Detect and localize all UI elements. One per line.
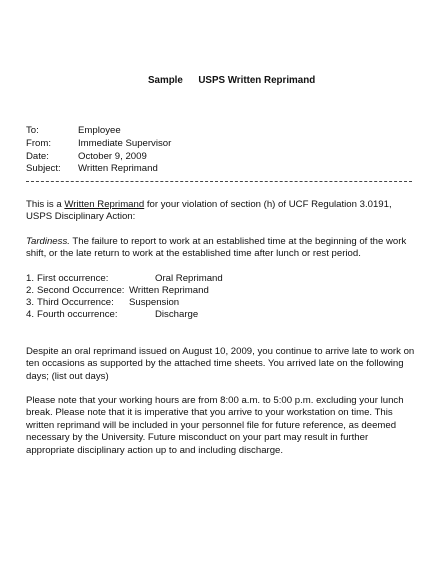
- intro-pre: This is a: [26, 199, 65, 210]
- occurrence-action: Oral Reprimand: [155, 273, 223, 284]
- to-value: Employee: [78, 125, 121, 136]
- title-main: USPS Written Reprimand: [198, 75, 316, 86]
- intro-post: for your violation of section (h) of UCF Regulation 3.0191, USPS Disciplinary Action:: [26, 199, 392, 223]
- occurrence-number: 3.: [26, 297, 35, 308]
- date-value: October 9, 2009: [78, 151, 147, 162]
- occurrence-action: Written Reprimand: [129, 285, 209, 296]
- from-label: From:: [26, 138, 52, 149]
- occurrence-label: Fourth occurrence:: [37, 309, 118, 320]
- occurrence-label: First occurrence:: [37, 273, 109, 284]
- tardiness-text: The failure to report to work at an established time at the beginning of the work shift, or the late return to work at the established time after lunch or rest period.: [26, 236, 407, 260]
- document-title: [148, 75, 315, 87]
- to-label: To:: [26, 125, 39, 136]
- subject-value: Written Reprimand: [78, 163, 158, 174]
- occurrence-number: 2.: [26, 285, 35, 296]
- tardiness-paragraph: [26, 236, 416, 261]
- from-value: Immediate Supervisor: [78, 138, 172, 149]
- occurrence-number: 4.: [26, 309, 35, 320]
- late-arrival-paragraph: Despite an oral reprimand issued on August 10, 2009, you continue to arrive late to work on ten occasions as supported by the attached time sheets. You arrived late on the following days; (list out days): [26, 346, 415, 382]
- written-reprimand-link[interactable]: Written Reprimand: [64, 199, 145, 210]
- date-label: Date:: [26, 151, 49, 162]
- occurrence-action: Discharge: [155, 309, 199, 320]
- intro-paragraph: [26, 199, 416, 224]
- occurrence-label: Second Occurrence:: [37, 285, 125, 296]
- subject-label: Subject:: [26, 163, 61, 174]
- occurrence-action: Suspension: [129, 297, 180, 308]
- title-sample: Sample: [148, 75, 183, 86]
- tardiness-term: Tardiness.: [26, 236, 70, 247]
- working-hours-paragraph: Please note that your working hours are from 8:00 a.m. to 5:00 p.m. excluding your lunch break. Please note that it is imperative that you arrive to your workstation on time. This written reprimand will be included in your personnel file for future reference, as deemed necessary by the University. Future misconduct on your part may result in further appropriate disciplinary action up to and including discharge.: [26, 395, 404, 456]
- occurrence-label: Third Occurrence:: [37, 297, 114, 308]
- occurrence-number: 1.: [26, 273, 35, 284]
- header-divider: [26, 181, 412, 182]
